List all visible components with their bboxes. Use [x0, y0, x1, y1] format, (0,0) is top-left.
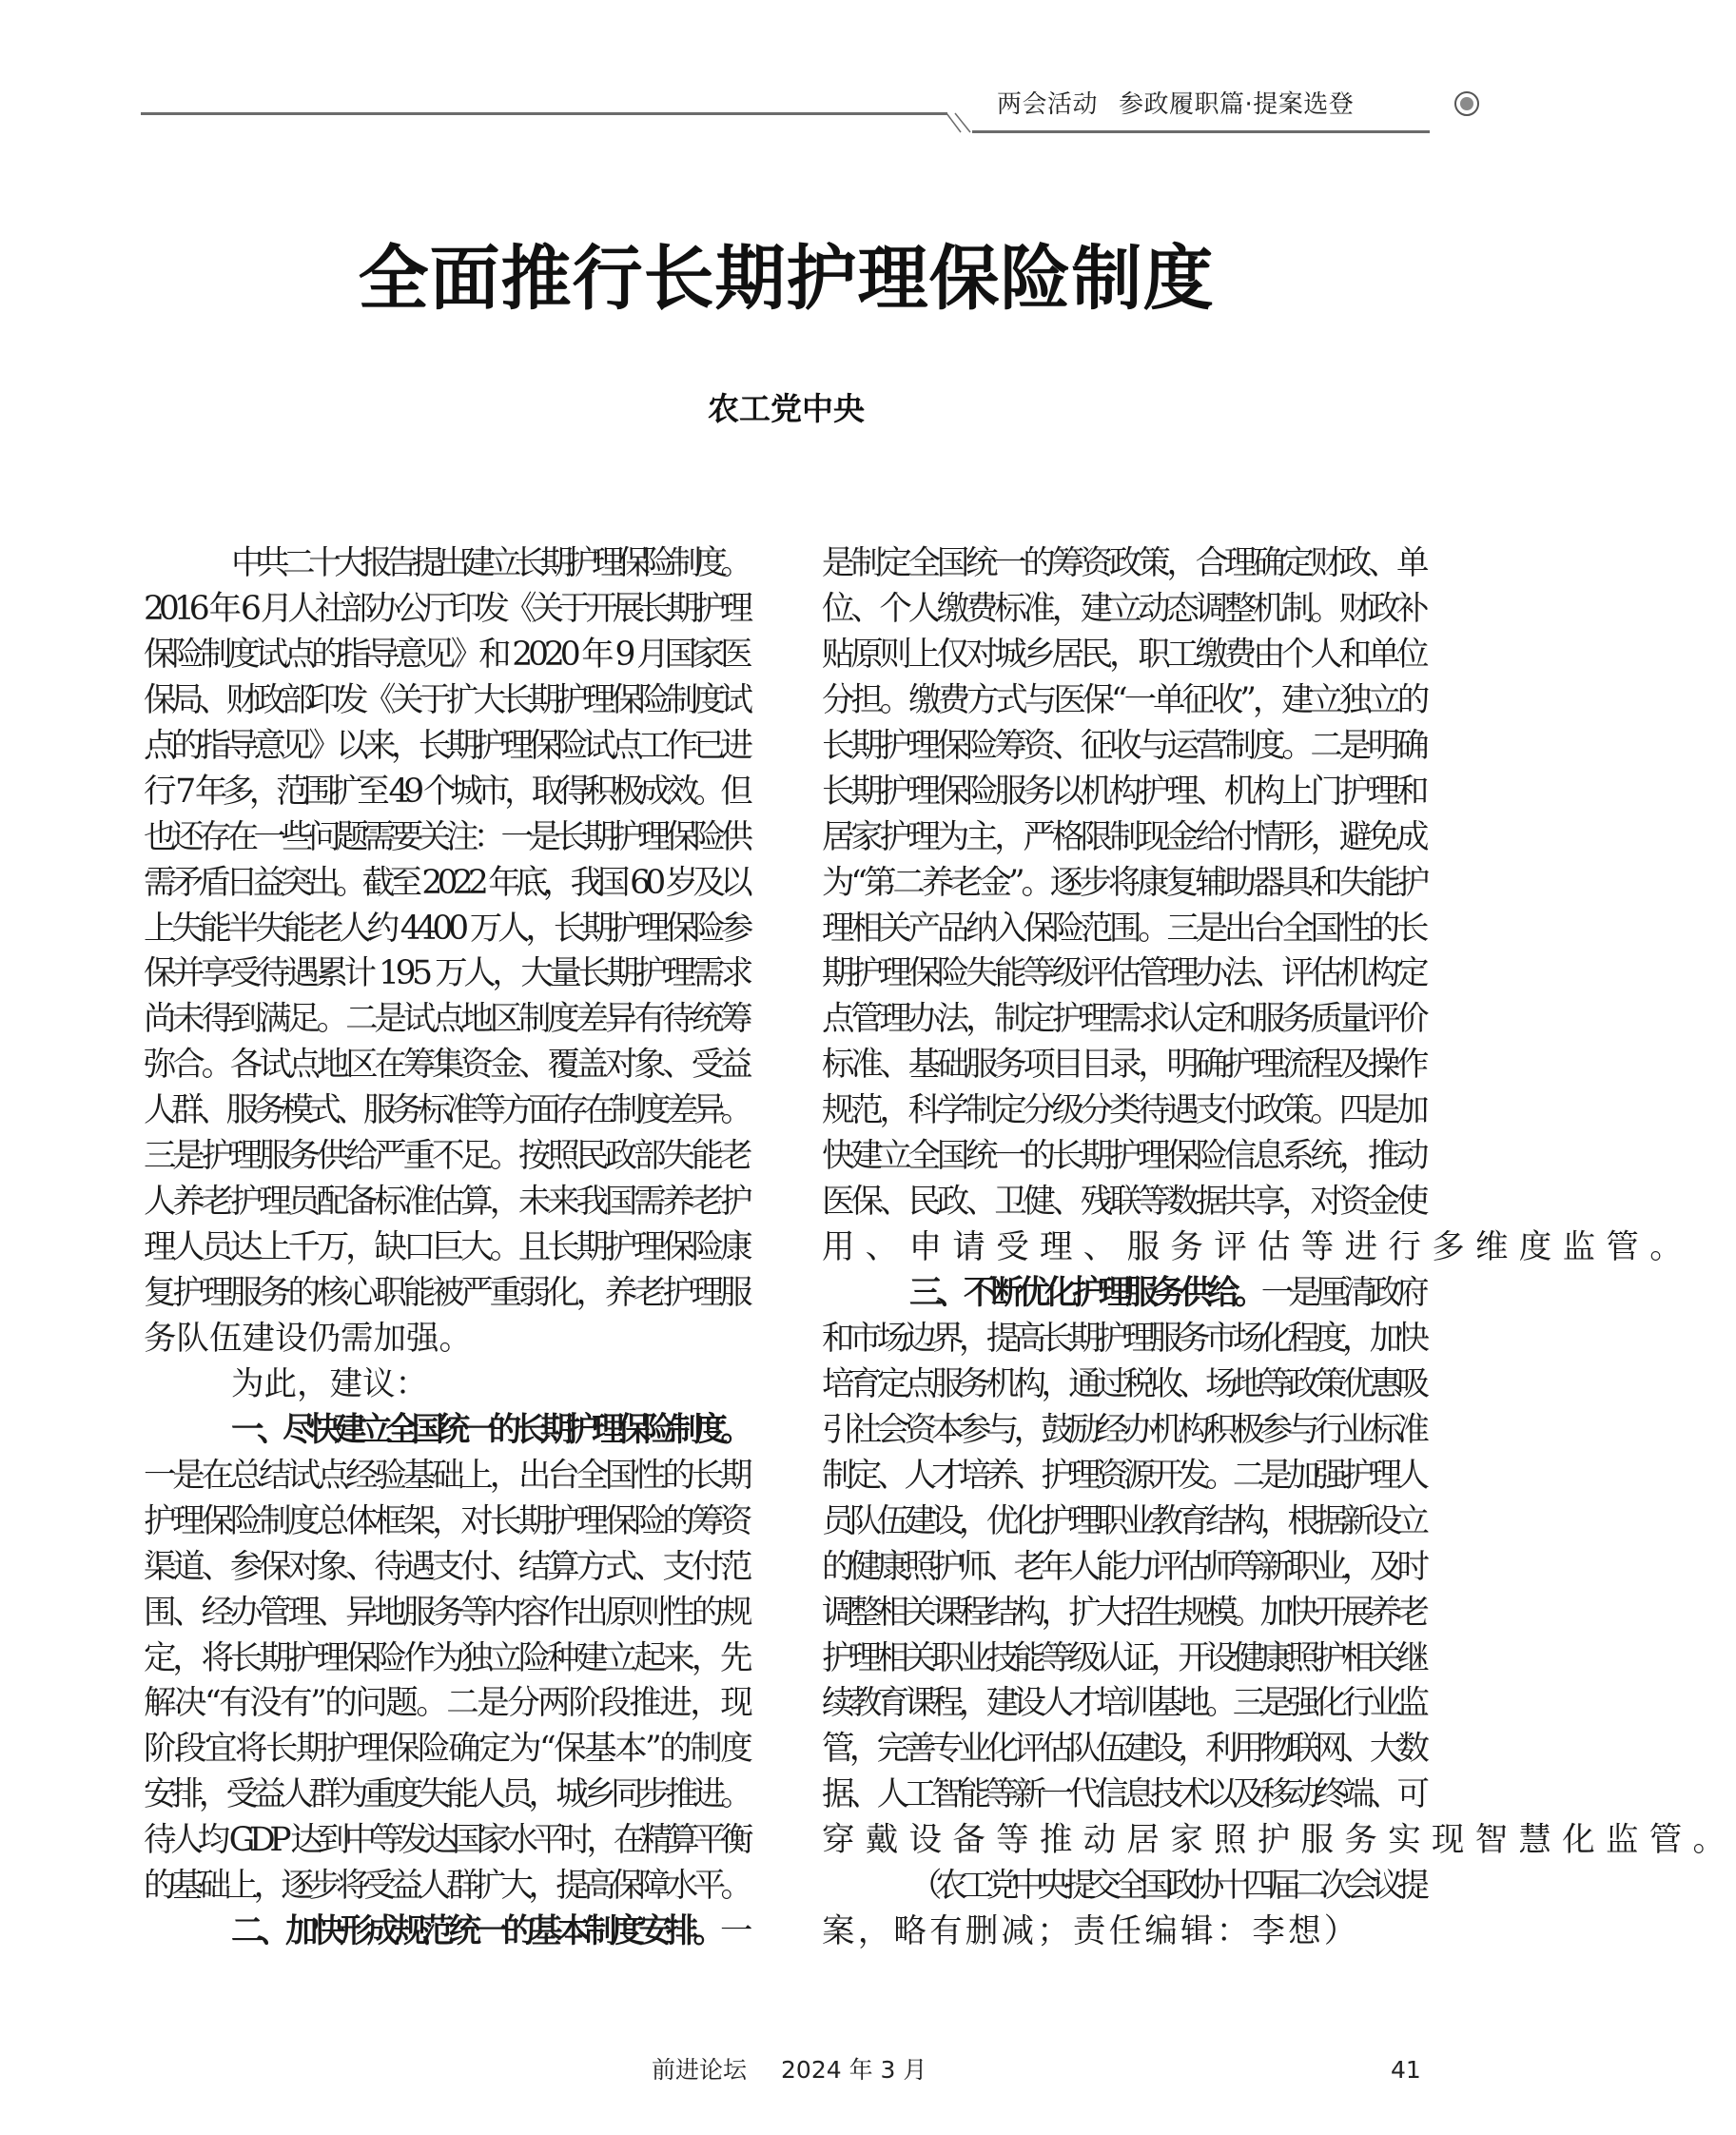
text-line: [144, 633, 749, 678]
text-line: [144, 1499, 750, 1545]
text-line: [822, 1408, 1424, 1454]
left-column: [144, 541, 753, 1955]
text-line: [822, 1043, 1426, 1088]
line-text: 期护理保险失能等级评估管理办法、评估机构定: [822, 954, 1426, 993]
line-text: 三是护理服务供给严重不足。按照民政部失能老: [144, 1137, 750, 1176]
text-line: [144, 951, 750, 997]
line-text: （农工党中央提交全国政协十四届二次会议提: [909, 1867, 1423, 1906]
line-text: 管，完善专业化评估队伍建设，利用物联网、大数: [822, 1730, 1425, 1769]
text-line: [822, 861, 1426, 907]
text-line: [822, 1773, 1424, 1818]
line-text: 保局、财政部印发《关于扩大长期护理保险制度试: [144, 680, 749, 719]
line-text: 人群、服务模式、服务标准等方面存在制度差异。: [144, 1091, 749, 1130]
line-text: 标准、基础服务项目目录，明确护理流程及操作: [822, 1046, 1426, 1085]
line-text: 待人均 GDP 达到中等发达国家水平时，在精算平衡: [144, 1821, 749, 1860]
line-text: 需矛盾日益突出。截至 2022 年底，我国 60 岁及以: [144, 863, 748, 902]
footer-journal: 前进论坛: [652, 2056, 748, 2084]
line-text: 复护理服务的核心职能被严重弱化，养老护理服: [144, 1274, 750, 1312]
text-line: [144, 1271, 750, 1317]
text-line: [822, 1362, 1424, 1408]
header-section: 两会活动: [997, 90, 1099, 119]
line-text: 理相关产品纳入保险范围。三是出台全国性的长: [822, 909, 1426, 948]
text-line: [822, 1088, 1426, 1134]
text-line: [144, 1043, 750, 1088]
line-text: 阶段宜将长期护理保险确定为“保基本”的制度: [144, 1730, 751, 1769]
header-rule-left: [141, 112, 947, 115]
line-text: 的健康照护师、老年人能力评估师等新职业，及时: [822, 1547, 1425, 1586]
line-text: 位、个人缴费标准，建立动态调整机制。财政补: [822, 589, 1426, 628]
line-text: 为此，建议：: [231, 1364, 428, 1403]
text-line: [822, 1545, 1424, 1591]
text-line: [144, 1727, 751, 1773]
line-text: 务队伍建设仍需加强。: [144, 1319, 472, 1358]
text-line: [144, 1134, 750, 1180]
text-line: [144, 770, 748, 815]
text-line: [144, 541, 747, 587]
line-text: 渠道、参保对象、待遇支付、结算方式、支付范: [144, 1547, 750, 1586]
text-line: [822, 770, 1426, 815]
line-text: 保并享受待遇累计 195 万人，大量长期护理需求: [144, 954, 750, 993]
header-rule-right: [972, 130, 1430, 133]
text-line: [144, 1681, 751, 1727]
line-text: 保险制度试点的指导意见》和 2020 年 9 月国家医: [144, 635, 749, 674]
text-line: [144, 907, 749, 952]
line-text: 一: [720, 1912, 748, 1951]
line-text: 定，将长期护理保险作为独立险种建立起来，先: [144, 1638, 750, 1677]
line-text: 尚未得到满足。二是试点地区制度差异有待统筹: [144, 1000, 750, 1039]
text-line: [144, 1362, 753, 1408]
text-line: [144, 815, 748, 861]
text-line: [822, 1864, 1422, 1910]
line-text: 的基础上，逐步将受益人群扩大，提高保障水平。: [144, 1867, 749, 1906]
line-text: 培育定点服务机构，通过税收、场地等政策优惠吸: [822, 1364, 1425, 1403]
text-line: [822, 1180, 1426, 1225]
line-text: 快建立全国统一的长期护理保险信息系统，推动: [822, 1137, 1426, 1176]
line-text: 穿戴设备等推动居家照护服务实现智慧化监管。: [822, 1821, 1736, 1860]
text-line: [144, 1864, 748, 1910]
footer-issue: 2024 年 3 月: [781, 2056, 927, 2084]
text-line: [144, 1317, 753, 1362]
text-line: [822, 1818, 1736, 1864]
line-text: 调整相关课程结构，扩大招生规模。加快开展养老: [822, 1593, 1425, 1632]
page-footer: [652, 2053, 927, 2087]
line-text: 居家护理为主，严格限制现金给付情形，避免成: [822, 817, 1426, 856]
text-line: [144, 1818, 748, 1864]
text-line: [822, 815, 1426, 861]
text-line: [144, 1454, 750, 1499]
text-line: [144, 1088, 748, 1134]
line-text: 用、申请受理、服务评估等进行多维度监管。: [822, 1228, 1693, 1267]
line-text: 贴原则上仅对城乡居民，职工缴费由个人和单位: [822, 635, 1426, 674]
text-line: [822, 1910, 1430, 1955]
text-line: [144, 1773, 748, 1818]
header-column: 参政履职篇·提案选登: [1119, 90, 1355, 119]
text-line: [144, 1636, 750, 1682]
bullseye-icon: [1454, 91, 1479, 116]
line-text: 案，略有删减；责任编辑：李想）: [822, 1912, 1360, 1951]
text-line: [822, 1317, 1424, 1362]
line-text: 是制定全国统一的筹资政策，合理确定财政、单: [822, 544, 1426, 582]
article-author: 农工党中央: [708, 390, 865, 427]
section-heading: 二、加快形成规范统一的基本制度安排。: [231, 1912, 720, 1951]
text-line: [822, 907, 1426, 952]
text-line: [144, 1408, 747, 1454]
line-text: 围、经办管理、异地服务等内容作出原则性的规: [144, 1593, 750, 1632]
line-text: 弥合。各试点地区在筹集资金、覆盖对象、受益: [144, 1046, 750, 1085]
text-line: [144, 587, 748, 633]
text-line: [822, 997, 1426, 1043]
text-line: [822, 633, 1426, 678]
line-text: 规范，科学制定分级分类待遇支付政策。四是加: [822, 1091, 1426, 1130]
text-line: [822, 1225, 1693, 1271]
line-text: 也还存在一些问题需要关注：一是长期护理保险供: [144, 817, 749, 856]
line-text: 引社会资本参与，鼓励经办机构积极参与行业标准: [822, 1410, 1425, 1449]
line-text: 长期护理保险筹资、征收与运营制度。二是明确: [822, 726, 1426, 765]
line-text: 中共二十大报告提出建立长期护理保险制度。: [231, 544, 747, 582]
text-line: [822, 1681, 1424, 1727]
text-line: [822, 678, 1426, 724]
line-text: 续教育课程，建设人才培训基地。三是强化行业监: [822, 1684, 1425, 1723]
text-line: [144, 724, 748, 770]
text-line: [822, 1591, 1424, 1636]
line-text: 为“第二养老金”。逐步将康复辅助器具和失能护: [822, 863, 1427, 902]
line-text: 长期护理保险服务以机构护理、机构上门护理和: [822, 772, 1426, 811]
text-line: [144, 1180, 750, 1225]
line-text: 护理相关职业技能等级认证，开设健康照护相关继: [822, 1638, 1425, 1677]
text-line: [144, 1910, 748, 1955]
text-line: [822, 951, 1426, 997]
text-line: [144, 1591, 750, 1636]
line-text: 解决“有没有”的问题。二是分两阶段推进，现: [144, 1684, 751, 1723]
text-line: [822, 587, 1426, 633]
line-text: 和市场边界，提高长期护理服务市场化程度，加快: [822, 1319, 1425, 1358]
text-line: [822, 1271, 1424, 1317]
line-text: 安排，受益人群为重度失能人员，城乡同步推进。: [144, 1775, 749, 1814]
right-column: [822, 541, 1736, 1955]
text-line: [822, 1727, 1424, 1773]
line-text: 员队伍建设，优化护理职业教育结构，根据新设立: [822, 1501, 1425, 1540]
running-header: [997, 88, 1354, 122]
text-line: [822, 1636, 1424, 1682]
section-heading: 一、尽快建立全国统一的长期护理保险制度。: [231, 1410, 747, 1449]
line-text: 上失能半失能老人约 4400 万人，长期护理保险参: [144, 909, 750, 948]
text-line: [822, 1134, 1426, 1180]
text-line: [144, 678, 748, 724]
line-text: 2016 年 6 月人社部办公厅印发《关于开展长期护理: [144, 589, 749, 628]
text-line: [144, 861, 748, 907]
article-title: 全面推行长期护理保险制度: [358, 238, 1215, 320]
line-text: 理人员达上千万，缺口巨大。且长期护理保险康: [144, 1228, 750, 1267]
text-line: [144, 1225, 750, 1271]
text-line: [822, 541, 1426, 587]
line-text: 人养老护理员配备标准估算，未来我国需养老护: [144, 1183, 750, 1222]
section-heading: 三、不断优化护理服务供给。: [909, 1274, 1261, 1312]
line-text: 制定、人才培养、护理资源开发。二是加强护理人: [822, 1456, 1425, 1495]
text-line: [144, 997, 750, 1043]
page-number: 41: [1391, 2056, 1421, 2084]
text-line: [144, 1545, 750, 1591]
line-text: 护理保险制度总体框架，对长期护理保险的筹资: [144, 1501, 750, 1540]
line-text: 一是在总结试点经验基础上，出台全国性的长期: [144, 1456, 750, 1495]
line-text: 行 7 年多，范围扩至 49 个城市，取得积极成效。但: [144, 772, 748, 811]
text-line: [822, 1499, 1424, 1545]
line-text: 点的指导意见》以来，长期护理保险试点工作已进: [144, 726, 749, 765]
line-text: 点管理办法，制定护理需求认定和服务质量评价: [822, 1000, 1426, 1039]
text-line: [822, 724, 1426, 770]
line-text: 分担。缴费方式与医保“一单征收”，建立独立的: [822, 680, 1427, 719]
line-text: 医保、民政、卫健、残联等数据共享，对资金使: [822, 1183, 1426, 1222]
text-line: [822, 1454, 1424, 1499]
line-text: 据、人工智能等新一代信息技术以及移动终端、可: [822, 1775, 1425, 1814]
line-text: 一是厘清政府: [1260, 1274, 1424, 1312]
